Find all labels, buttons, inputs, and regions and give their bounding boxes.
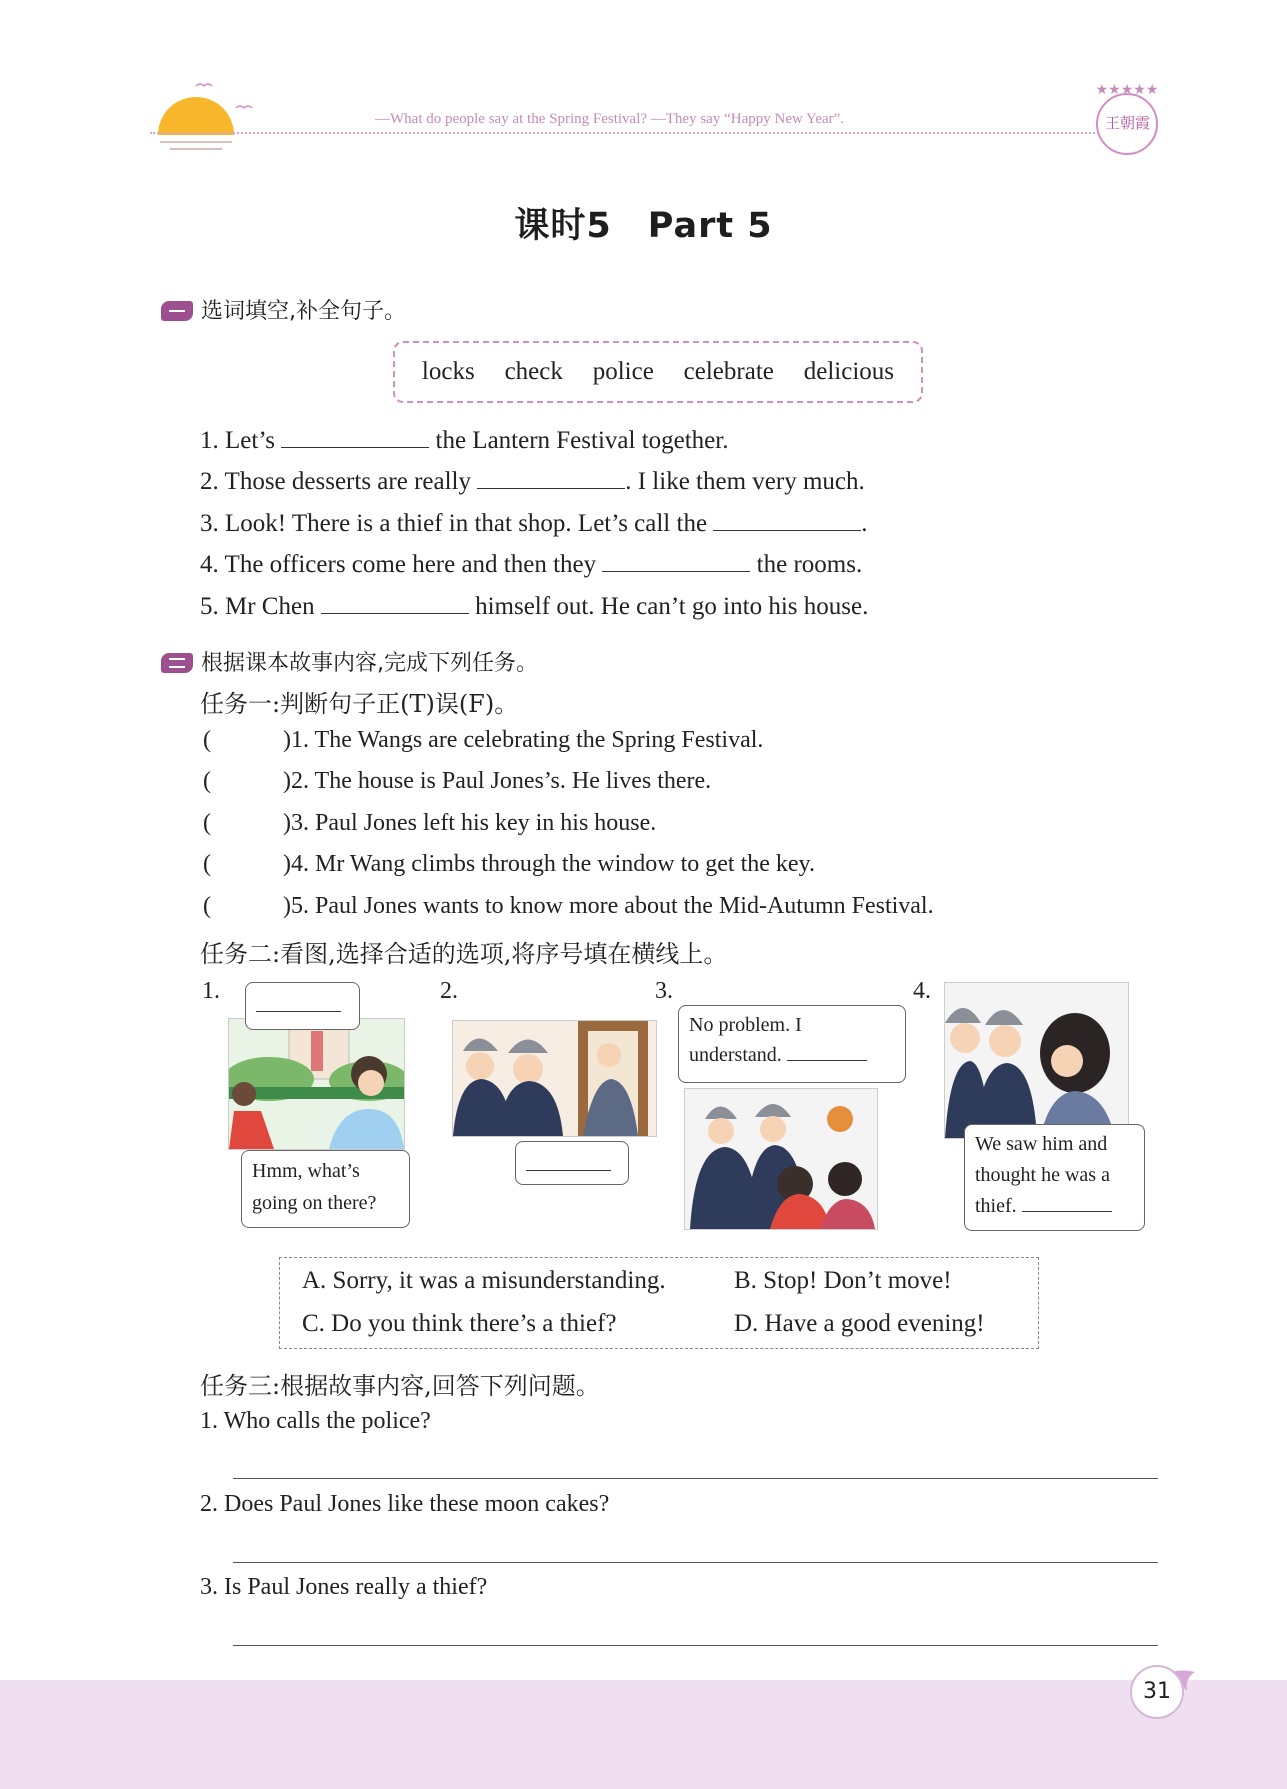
question: 1. Who calls the police? (200, 1408, 431, 1434)
task2-heading: 任务二:看图,选择合适的选项,将序号填在横线上。 (200, 940, 728, 968)
answer-paren[interactable]: ( (203, 851, 211, 877)
answer-blank[interactable] (713, 510, 861, 531)
sentence-text: the rooms. (750, 551, 863, 578)
answer-blank[interactable] (477, 468, 625, 489)
word-bank (393, 341, 923, 403)
fill-sentence (200, 427, 728, 455)
logo-text: 王朝霞 (1104, 114, 1150, 132)
tf-statement: )2. The house is Paul Jones’s. He lives there. (283, 768, 712, 794)
answer-line[interactable] (233, 1478, 1158, 1479)
sentence-text: 4. The officers come here and then they (200, 551, 603, 578)
section1-heading (161, 294, 406, 325)
sentence-text: 1. Let’s (200, 427, 282, 454)
tf-statement: )3. Paul Jones left his key in his house. (283, 810, 657, 836)
tf-statement: )1. The Wangs are celebrating the Spring Festival. (283, 727, 764, 753)
word-bank-item: locks (421, 358, 475, 385)
sentence-text: 5. Mr Chen (200, 593, 321, 620)
tf-item (203, 768, 711, 795)
task1-heading: 任务一:判断句子正(T)误(F)。 (200, 690, 519, 718)
fill-sentence (200, 468, 865, 496)
sentence-text: himself out. He can’t go into his house. (468, 593, 869, 620)
sentence-text: 2. Those desserts are really (200, 468, 478, 495)
fill-sentence (200, 510, 868, 538)
page-title: 课时5 Part 5 (514, 206, 773, 246)
sentence-text: 3. Look! There is a thief in that shop. Let’s call the (200, 510, 714, 537)
option-d: D. Have a good evening! (734, 1310, 985, 1337)
brand-logo (1090, 78, 1165, 160)
answer-blank[interactable] (321, 593, 469, 614)
sentence-text: . (861, 510, 868, 537)
answer-blank[interactable] (526, 1150, 611, 1171)
fill-sentence (200, 551, 862, 579)
picture-1-empty-bubble (245, 982, 360, 1030)
tf-statement: )5. Paul Jones wants to know more about the Mid-Autumn Festival. (283, 893, 934, 919)
header-dotted-line (150, 132, 1095, 134)
picture-number: 4. (913, 978, 931, 1004)
word-bank-item: check (504, 358, 563, 385)
section2-heading (161, 646, 538, 677)
answer-blank[interactable] (256, 991, 341, 1012)
answer-paren[interactable]: ( (203, 810, 211, 836)
answer-blank[interactable] (281, 427, 429, 448)
section1-heading-text: 选词填空,补全句子。 (201, 299, 406, 324)
picture-2-empty-bubble (515, 1141, 629, 1185)
picture-2-scene (452, 1020, 657, 1137)
picture-3-scene (684, 1088, 878, 1230)
tf-item (203, 810, 656, 837)
footer-band (0, 1680, 1287, 1789)
question: 2. Does Paul Jones like these moon cakes? (200, 1491, 610, 1517)
picture-number: 3. (655, 978, 673, 1004)
page-number: 31 (1130, 1665, 1184, 1719)
word-bank-item: police (592, 358, 654, 385)
speech-text: thief. (975, 1195, 1017, 1217)
section1-badge (161, 301, 193, 321)
answer-paren[interactable]: ( (203, 893, 211, 919)
answer-paren[interactable]: ( (203, 727, 211, 753)
header-motto: —What do people say at the Spring Festival? —They say “Happy New Year”. (375, 111, 845, 127)
answer-blank[interactable] (787, 1040, 867, 1061)
picture-3-speech (678, 1005, 906, 1083)
option-c: C. Do you think there’s a thief? (302, 1310, 617, 1337)
picture-1-scene (228, 1018, 405, 1150)
speech-text: Hmm, what’s going on there? (252, 1160, 377, 1214)
word-bank-item: delicious (803, 358, 894, 385)
svg-text:★★★★★: ★★★★★ (1095, 82, 1159, 98)
sentence-text: the Lantern Festival together. (429, 427, 729, 454)
fill-sentence (200, 593, 868, 621)
question: 3. Is Paul Jones really a thief? (200, 1574, 488, 1600)
speech-text: No problem. I (689, 1014, 802, 1036)
option-b: B. Stop! Don’t move! (734, 1267, 952, 1294)
answer-line[interactable] (233, 1562, 1158, 1563)
answer-line[interactable] (233, 1645, 1158, 1646)
tf-statement: )4. Mr Wang climbs through the window to get the key. (283, 851, 815, 877)
answer-paren[interactable]: ( (203, 768, 211, 794)
picture-4-speech (964, 1124, 1145, 1231)
option-a: A. Sorry, it was a misunderstanding. (302, 1267, 666, 1294)
answer-blank[interactable] (1022, 1191, 1112, 1212)
picture-1-speech (241, 1150, 410, 1228)
tf-item (203, 851, 815, 878)
speech-text: thought he was a (975, 1164, 1110, 1186)
section2-heading-text: 根据课本故事内容,完成下列任务。 (201, 651, 538, 676)
tf-item (203, 893, 934, 920)
tf-item (203, 727, 763, 754)
sentence-text: . I like them very much. (625, 468, 865, 495)
speech-text: understand. (689, 1044, 782, 1066)
speech-text: We saw him and (975, 1133, 1108, 1155)
section2-badge (161, 653, 193, 673)
sun-decoration (150, 80, 260, 155)
picture-number: 1. (202, 978, 220, 1004)
picture-number: 2. (440, 978, 458, 1004)
word-bank-item: celebrate (683, 358, 774, 385)
picture-4-scene (944, 982, 1129, 1139)
answer-blank[interactable] (602, 551, 750, 572)
task3-heading: 任务三:根据故事内容,回答下列问题。 (200, 1372, 600, 1400)
